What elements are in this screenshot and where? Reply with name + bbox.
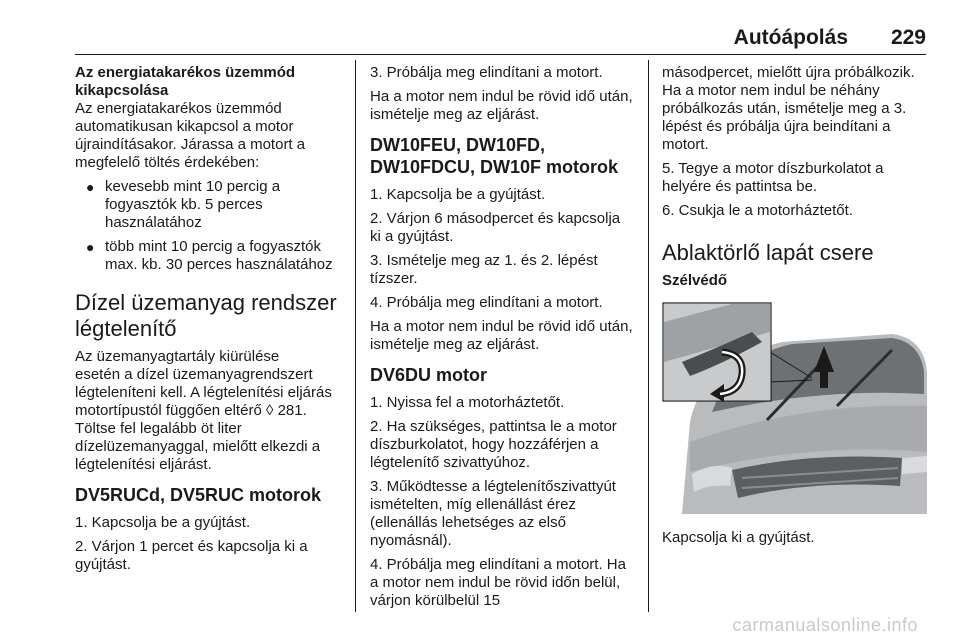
step-item: 1. Nyissa fel a motorháztetőt. (370, 394, 565, 411)
step-item: Ha a motor nem indul be rövid idő után, ismételje meg az eljárást. (370, 88, 633, 123)
step-item: 3. Ismételje meg az 1. és 2. lépést tízszer. (370, 252, 598, 287)
sub-heading-eco-mode: Az energiatakarékos üzemmód kikapcsolása (75, 64, 296, 99)
step-item: másodpercet, mielőtt újra próbálkozik. Ha a motor nem indul be néhány próbálkozás után, ismételje meg a 3. lépést és próbálja újra beindítani a motort. (662, 64, 915, 153)
section-heading-diesel: Dízel üzemanyag rendszer légtelenítő (75, 290, 337, 341)
watermark: carmanualsonline.info (732, 615, 918, 635)
step-item: 1. Kapcsolja be a gyújtást. (370, 186, 546, 203)
page-number: 229 (890, 26, 926, 49)
column-1 (75, 64, 345, 580)
step-item: 3. Próbálja meg elindítani a motort. (370, 64, 603, 81)
sub-heading-tank: Az üzemanyagtartály kiürülése (75, 348, 280, 365)
step-item: 2. Ha szükséges, pattintsa le a motor díszburkolatot, hogy hozzáférjen a légtelenítő szivattyúhoz. (370, 418, 617, 471)
list-item: ● kevesebb mint 10 percig a fogyasztók kb. 5 perces használatához (86, 178, 281, 231)
step-item: Kapcsolja ki a gyújtást. (662, 529, 815, 546)
step-item: 4. Próbálja meg elindítani a motort. Ha a motor nem indul be rövid időn belül, várjon körülbelül 15 (370, 556, 626, 609)
step-item: 1. Kapcsolja be a gyújtást. (75, 514, 251, 531)
paragraph-diesel: esetén a dízel üzemanyagrendszert légteleníteni kell. A légtelenítési eljárás motortípustól függően eltérő ◊ 281. Töltse fel legalább öt liter dízelüzemanyaggal, mielőtt elkezdi a légtelenítési eljárást. (75, 366, 332, 473)
step-item: 5. Tegye a motor díszburkolatot a helyére és pattintsa be. (662, 160, 884, 195)
bullet-list (75, 178, 345, 274)
step-item: 3. Működtesse a légtelenítőszivattyút ismételten, míg ellenállást érez (ellenállás lehetséges az első nyomásnál). (370, 478, 616, 549)
step-item: 4. Próbálja meg elindítani a motort. (370, 294, 603, 311)
sub-heading-windshield: Szélvédő (662, 272, 728, 289)
bullet-icon: ● (86, 239, 95, 255)
page-header (75, 26, 926, 55)
heading-dw10: DW10FEU, DW10FD, DW10FDCU, DW10F motorok (370, 135, 619, 177)
paragraph-eco-mode: Az energiatakarékos üzemmód automatikusan kikapcsol a motor újraindításakor. Járassa a motort a megfelelő töltés érdekében: (75, 100, 306, 171)
section-heading-wiper: Ablaktörlő lapát csere (662, 240, 874, 265)
page-reference-icon[interactable]: ◊ (265, 402, 274, 419)
step-item: 2. Várjon 6 másodpercet és kapcsolja ki a gyújtást. (370, 210, 621, 245)
column-divider (648, 60, 649, 612)
step-item: Ha a motor nem indul be rövid idő után, ismételje meg az eljárást. (370, 318, 633, 353)
column-3 (662, 64, 927, 553)
page-title: Autóápolás (733, 26, 848, 49)
bullet-icon: ● (86, 179, 95, 195)
heading-dv6du: DV6DU motor (370, 365, 488, 385)
wiper-illustration (662, 302, 927, 514)
column-divider (355, 60, 356, 612)
step-item: 2. Várjon 1 percet és kapcsolja ki a gyújtást. (75, 538, 308, 573)
column-2 (370, 64, 635, 616)
step-item: 6. Csukja le a motorháztetőt. (662, 202, 853, 219)
heading-dv5rucd: DV5RUCd, DV5RUC motorok (75, 485, 322, 505)
list-item: ● több mint 10 percig a fogyasztók max. kb. 30 perces használatához (86, 238, 333, 273)
